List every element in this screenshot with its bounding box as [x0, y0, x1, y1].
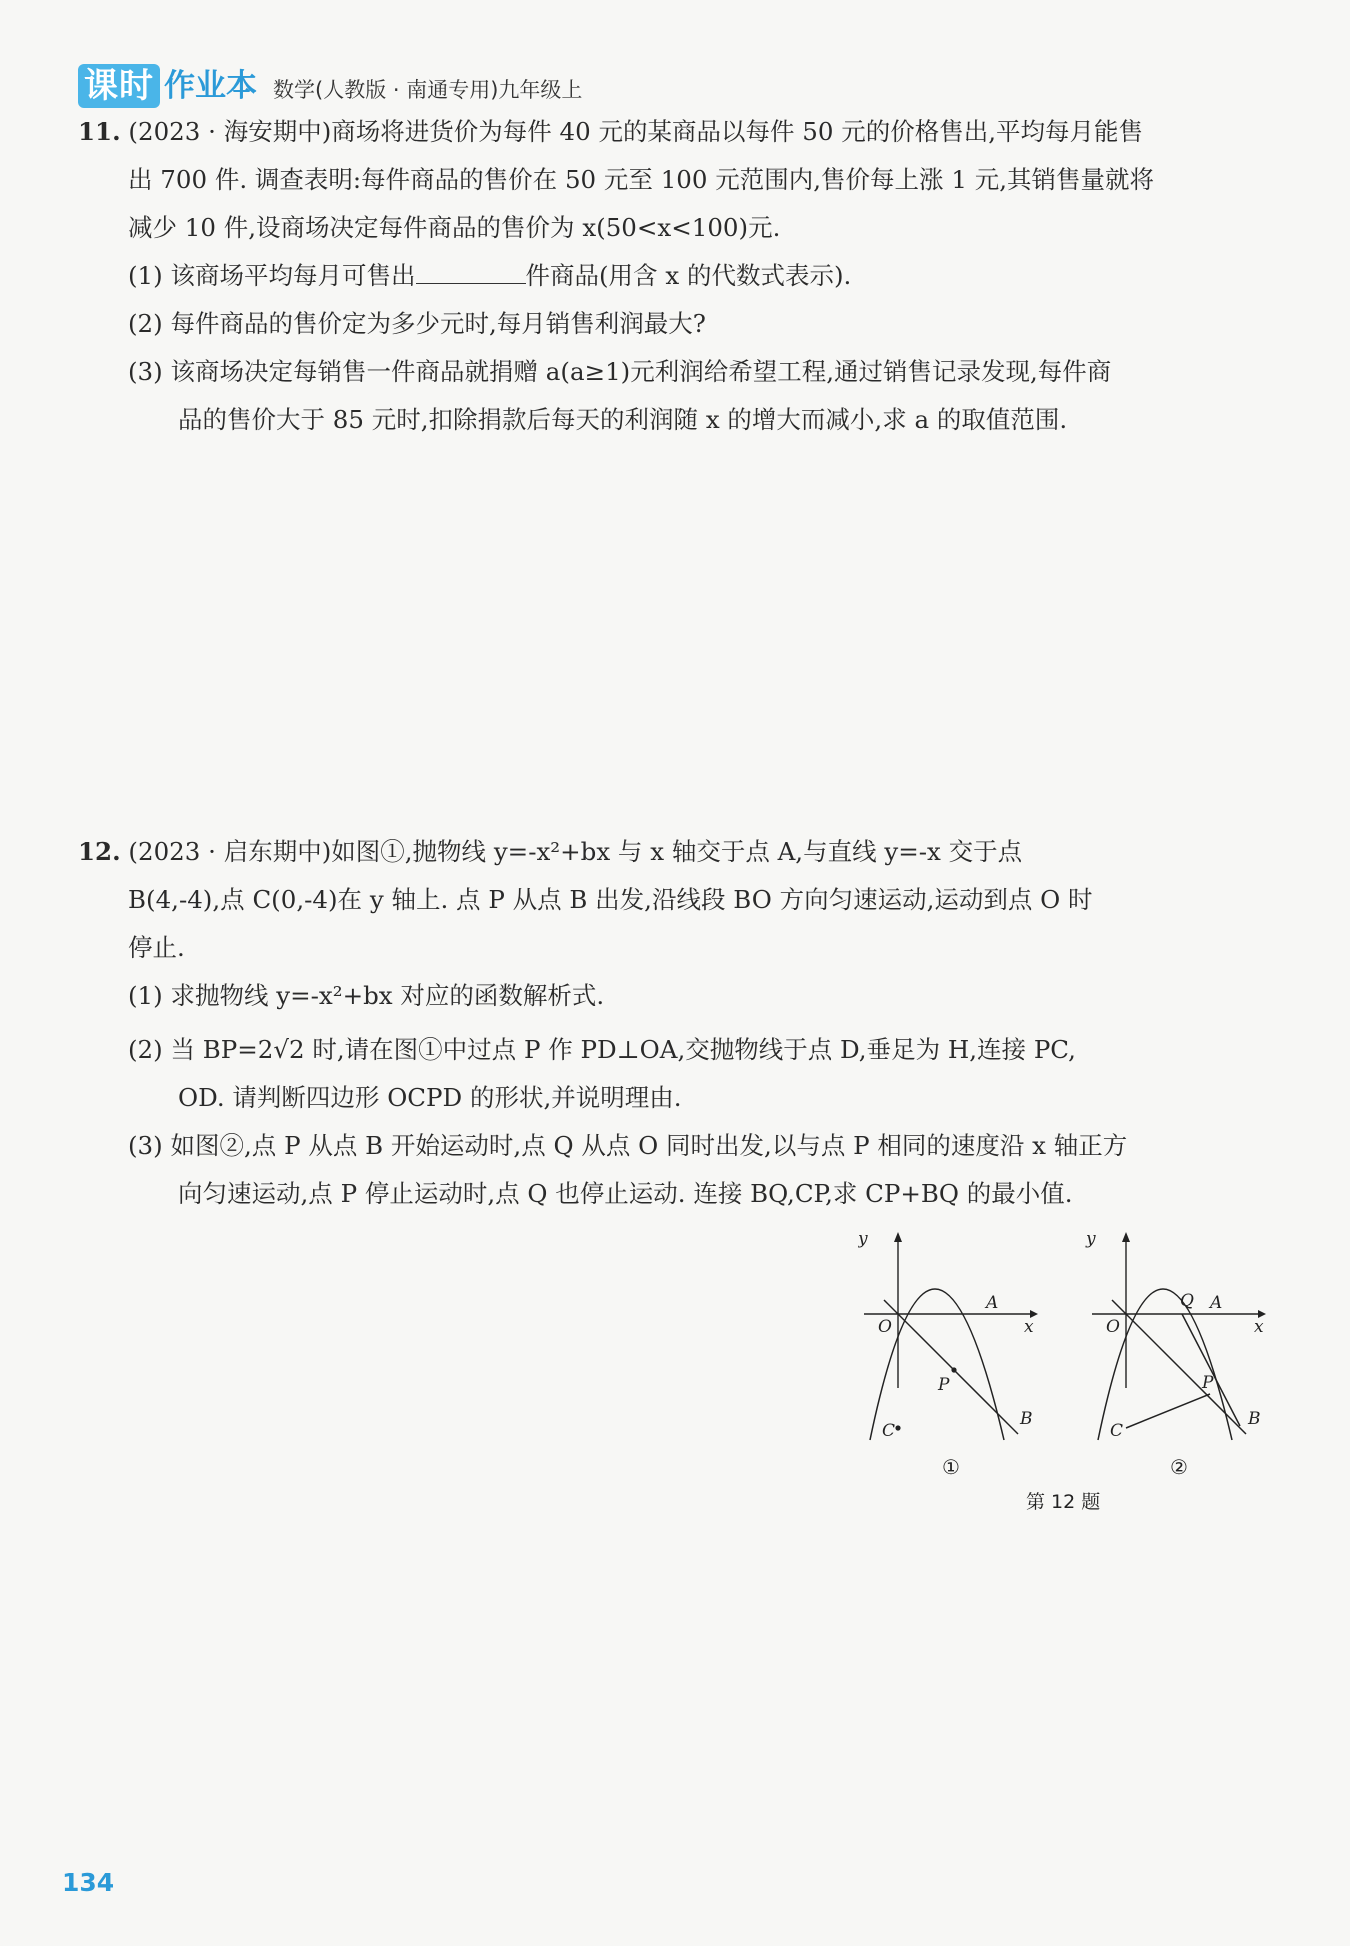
subfigure-2-label: ②	[1170, 1455, 1188, 1479]
q12-text-2: B(4,-4),点 C(0,-4)在 y 轴上. 点 P 从点 B 出发,沿线段 BO 方向匀速运动,运动到点 O 时	[128, 885, 1093, 914]
q11-part-3-a: (3) 该商场决定每销售一件商品就捐赠 a(a≥1)元利润给希望工程,通过销售记录发现,每件商	[128, 357, 1112, 386]
label-A-1: A	[986, 1293, 999, 1313]
label-P-2: P	[1202, 1373, 1214, 1393]
label-x-2: x	[1254, 1317, 1264, 1337]
q11-part-1	[128, 260, 851, 292]
page-number: 134	[62, 1868, 115, 1897]
line-QB-2	[1182, 1314, 1240, 1426]
y-arrow-2	[1122, 1232, 1130, 1242]
diagram-1	[858, 1229, 1038, 1479]
figure-q12	[858, 1228, 1288, 1522]
label-B-1: B	[1020, 1409, 1033, 1429]
q12-line-1	[78, 836, 1022, 868]
q12-number: 12.	[78, 837, 121, 866]
label-O-1: O	[878, 1317, 892, 1337]
q11-part-1-a: (1) 该商场平均每月可售出	[128, 261, 416, 290]
point-C-1	[895, 1425, 900, 1430]
page-header	[78, 60, 582, 108]
q12-part-2-a: (2) 当 BP=2√2 时,请在图①中过点 P 作 PD⊥OA,交抛物线于点 D,垂足为 H,连接 PC,	[128, 1035, 1076, 1064]
q12-part-2-b: OD. 请判断四边形 OCPD 的形状,并说明理由.	[178, 1083, 682, 1112]
q11-part-3-b: 品的售价大于 85 元时,扣除捐款后每天的利润随 x 的增大而减小,求 a 的取值范围.	[178, 405, 1068, 434]
line-OB-2	[1112, 1300, 1246, 1434]
line-OB-1	[884, 1300, 1018, 1434]
q11-text-3: 减少 10 件,设商场决定每件商品的售价为 x(50<x<100)元.	[128, 213, 781, 242]
brand-logo	[78, 64, 257, 108]
label-P-1: P	[938, 1375, 950, 1395]
y-arrow-1	[894, 1232, 902, 1242]
q11-part-1-b: 件商品(用含 x 的代数式表示).	[525, 261, 852, 290]
q12-part-3-a: (3) 如图②,点 P 从点 B 开始运动时,点 Q 从点 O 同时出发,以与点 P 相同的速度沿 x 轴正方	[128, 1131, 1128, 1160]
q12-text-3: 停止.	[128, 933, 185, 962]
brand-zuoyeben: 作业本	[164, 68, 257, 104]
line-CP-2	[1126, 1394, 1210, 1428]
q11-line-1	[78, 116, 1143, 148]
q12-part-3-b: 向匀速运动,点 P 停止运动时,点 Q 也停止运动. 连接 BQ,CP,求 CP+BQ 的最小值.	[178, 1179, 1073, 1208]
q12-part-1: (1) 求抛物线 y=-x²+bx 对应的函数解析式.	[128, 981, 605, 1010]
answer-blank	[416, 261, 526, 284]
label-y-1: y	[858, 1229, 868, 1249]
label-x-1: x	[1024, 1317, 1034, 1337]
q11-text-1: (2023 · 海安期中)商场将进货价为每件 40 元的某商品以每件 50 元的价格售出,平均每月能售	[128, 117, 1144, 146]
diagram-2	[1085, 1229, 1266, 1479]
book-subject: 数学(人教版 · 南通专用)九年级上	[273, 78, 583, 102]
q11-part-2: (2) 每件商品的售价定为多少元时,每月销售利润最大?	[128, 309, 706, 338]
label-B-2: B	[1248, 1409, 1261, 1429]
label-C-1: C	[882, 1421, 896, 1441]
figure-caption: 第 12 题	[1026, 1491, 1101, 1513]
label-O-2: O	[1106, 1317, 1120, 1337]
label-A-2: A	[1210, 1293, 1223, 1313]
subfigure-1-label: ①	[942, 1455, 960, 1479]
figure-svg	[858, 1228, 1288, 1518]
label-C-2: C	[1110, 1421, 1124, 1441]
q12-text-1: (2023 · 启东期中)如图①,抛物线 y=-x²+bx 与 x 轴交于点 A,与直线 y=-x 交于点	[128, 837, 1023, 866]
label-y-2: y	[1086, 1229, 1096, 1249]
brand-keshi: 课时	[78, 64, 160, 108]
q11-number: 11.	[78, 117, 121, 146]
parabola-1	[870, 1289, 1004, 1440]
q11-text-2: 出 700 件. 调查表明:每件商品的售价在 50 元至 100 元范围内,售价每上涨 1 元,其销售量就将	[128, 165, 1154, 194]
label-Q-2: Q	[1180, 1291, 1194, 1311]
point-P-1	[951, 1367, 956, 1372]
